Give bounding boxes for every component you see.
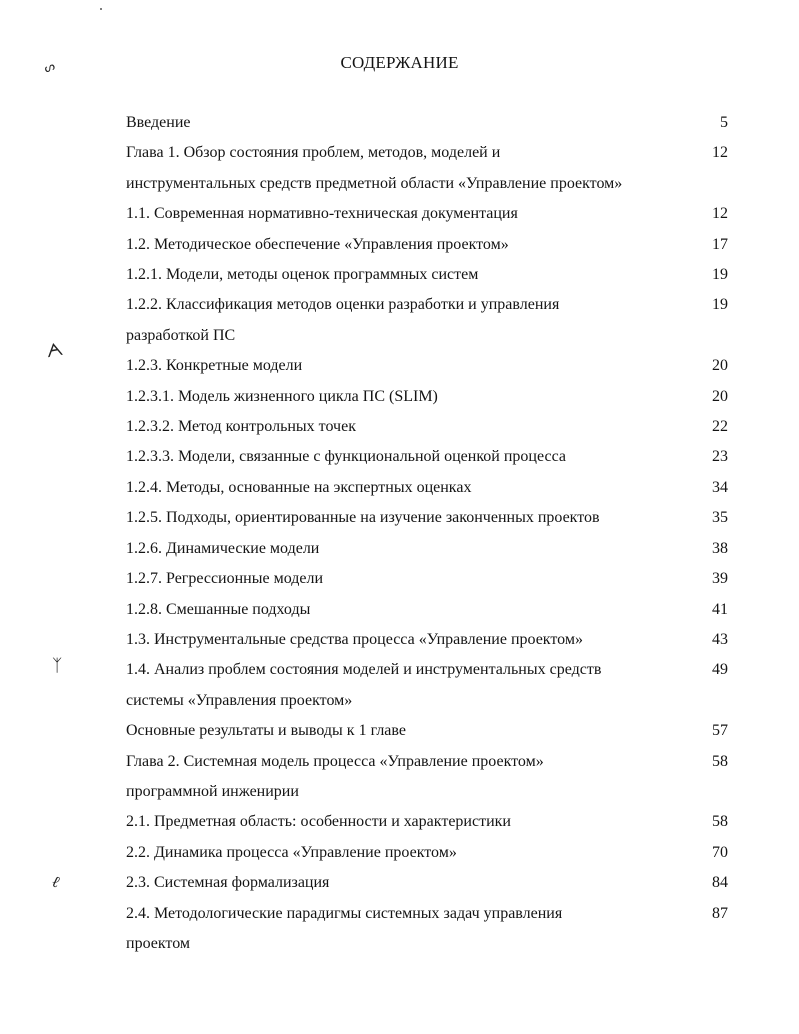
- toc-entry-page-number: 22: [712, 418, 728, 436]
- handwritten-mark: ℓ: [48, 871, 64, 892]
- toc-entry: [126, 290, 728, 351]
- toc-entry-title: 1.2.8. Смешанные подходы: [126, 600, 311, 618]
- toc-entry: [126, 382, 728, 412]
- toc-entry-title: Введение: [126, 114, 191, 131]
- toc-entry-page-number: 12: [712, 144, 728, 162]
- toc-entry-title: 2.1. Предметная область: особенности и характеристики: [126, 813, 511, 831]
- toc-entry-page-number: 58: [712, 752, 728, 770]
- toc-entry-page-number: 57: [712, 722, 728, 740]
- toc-entry: [126, 260, 728, 290]
- toc-entry: [126, 473, 728, 503]
- toc-entry: [126, 412, 728, 442]
- toc-entry: [126, 868, 728, 898]
- toc-entry: [126, 807, 728, 837]
- toc-entry: [126, 625, 728, 655]
- toc-entry-title: 1.2.3.3. Модели, связанные с функциональной оценкой процесса: [126, 448, 566, 466]
- handwritten-mark: ᗅ: [44, 338, 65, 363]
- handwritten-mark: ᛉ: [52, 656, 63, 676]
- toc-entry: [126, 503, 728, 533]
- toc-entry-page-number: 20: [712, 357, 728, 375]
- toc-entry-page-number: 19: [712, 266, 728, 284]
- toc-entry: [126, 655, 728, 716]
- toc-entry-page-number: 87: [712, 904, 728, 922]
- toc-entry-title: 1.2.3.1. Модель жизненного цикла ПС (SLIM): [126, 387, 438, 405]
- toc-entry-page-number: 20: [712, 387, 728, 405]
- toc-entry-title: 1.2.1. Модели, методы оценок программных систем: [126, 266, 479, 284]
- toc-entry-title: 1.2.4. Методы, основанные на экспертных оценках: [126, 478, 472, 496]
- toc-entry-title: 1.2.5. Подходы, ориентированные на изучение законченных проектов: [126, 509, 600, 527]
- toc-entry: [126, 351, 728, 381]
- toc-entry-page-number: 39: [712, 570, 728, 588]
- page-title: СОДЕРЖАНИЕ: [340, 53, 459, 72]
- toc-entry-page-number: 5: [720, 114, 728, 131]
- toc-entry: [126, 199, 728, 229]
- toc-entry: [126, 595, 728, 625]
- toc-entry-title: 2.3. Системная формализация: [126, 874, 330, 892]
- toc-entry-title: 1.2.3.2. Метод контрольных точек: [126, 418, 356, 436]
- toc-entry-title: 1.2.6. Динамические модели: [126, 539, 320, 557]
- scan-speck: [100, 8, 102, 10]
- toc-entry-title: 1.1. Современная нормативно-техническая документация: [126, 205, 518, 223]
- toc-entry-title: Основные результаты и выводы к 1 главе: [126, 722, 406, 740]
- toc-entry: [126, 716, 728, 746]
- toc-entry-page-number: 34: [712, 478, 728, 496]
- toc-entry-title: 1.3. Инструментальные средства процесса «Управление проектом»: [126, 630, 583, 648]
- toc-entry-page-number: 12: [712, 205, 728, 223]
- toc-entry-page-number: 58: [712, 813, 728, 831]
- toc-entry: [126, 138, 728, 199]
- table-of-contents: [126, 108, 728, 959]
- toc-entry-page-number: 70: [712, 843, 728, 861]
- toc-entry-title: 2.4. Методологические парадигмы системных задач управления проектом: [126, 904, 563, 952]
- toc-entry-page-number: 43: [712, 630, 728, 648]
- toc-entry-page-number: 41: [712, 600, 728, 618]
- toc-entry-page-number: 84: [712, 874, 728, 892]
- toc-entry-title: 1.2.7. Регрессионные модели: [126, 570, 324, 588]
- toc-entry: [126, 564, 728, 594]
- toc-entry-page-number: 17: [712, 235, 728, 253]
- toc-entry-title: 1.2.3. Конкретные модели: [126, 357, 303, 375]
- toc-entry-page-number: 19: [712, 296, 728, 314]
- toc-entry-page-number: 23: [712, 448, 728, 466]
- handwritten-mark: ᔕ: [41, 58, 57, 76]
- toc-entry-page-number: 35: [712, 509, 728, 527]
- toc-entry-title: 1.4. Анализ проблем состояния моделей и инструментальных средств системы «Управления проектом»: [126, 661, 602, 709]
- toc-entry-title: 1.2.2. Классификация методов оценки разработки и управления разработкой ПС: [126, 296, 560, 344]
- toc-entry: [126, 442, 728, 472]
- toc-entry-title: 1.2. Методическое обеспечение «Управления проектом»: [126, 235, 509, 253]
- toc-entry: [126, 899, 728, 960]
- toc-entry-title: Глава 2. Системная модель процесса «Управление проектом» программной инженирии: [126, 752, 544, 800]
- toc-entry: [126, 747, 728, 808]
- toc-entry: [126, 108, 728, 138]
- toc-entry-title: Глава 1. Обзор состояния проблем, методов, моделей и инструментальных средств предметной области «Управление проектом»: [126, 144, 623, 192]
- toc-entry-title: 2.2. Динамика процесса «Управление проектом»: [126, 843, 457, 861]
- toc-entry-page-number: 49: [712, 661, 728, 679]
- toc-entry: [126, 230, 728, 260]
- toc-entry: [126, 534, 728, 564]
- toc-entry-page-number: 38: [712, 539, 728, 557]
- toc-entry: [126, 838, 728, 868]
